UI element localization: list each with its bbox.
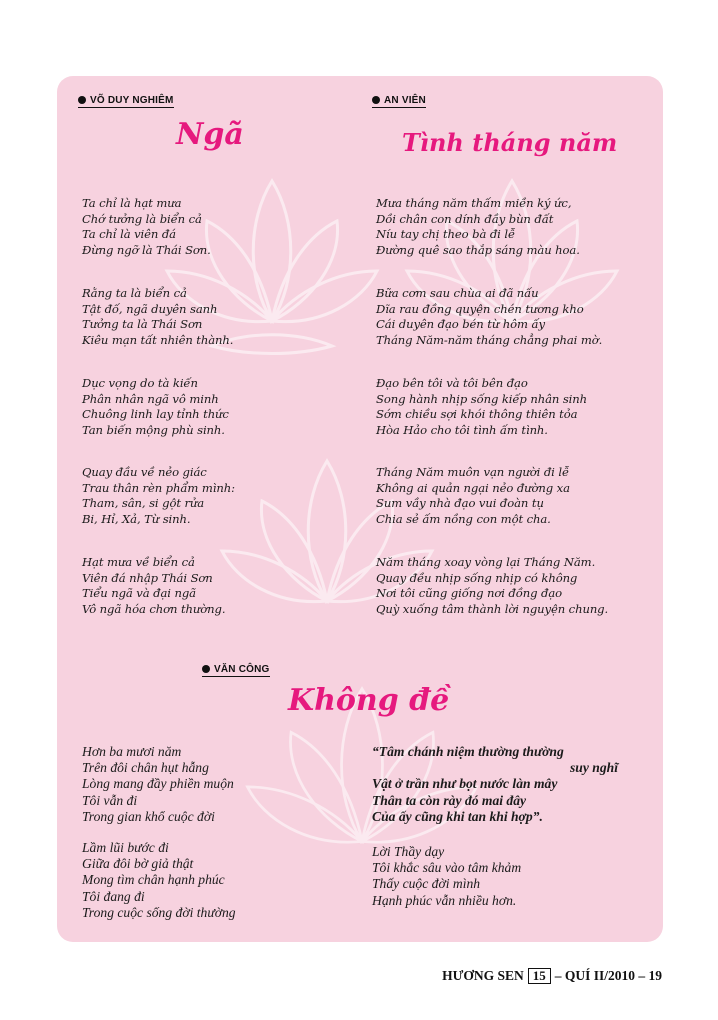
- poem3-left-stanza-1: [82, 744, 234, 825]
- verse-line: Chuông linh lay tỉnh thức: [82, 407, 229, 422]
- poem2-author-text: AN VIÊN: [384, 95, 426, 106]
- verse-line: Chớ tưởng là biển cả: [82, 211, 202, 226]
- verse-line: Quay đều nhịp sống nhịp có không: [376, 570, 578, 585]
- poem3-author: [202, 664, 270, 677]
- verse-line: Phân nhân ngã vô minh: [82, 391, 219, 406]
- verse-line: Mưa tháng năm thấm miền ký ức,: [376, 196, 572, 210]
- poem1-author-text: VÕ DUY NGHIÊM: [90, 95, 174, 106]
- lotus-watermark-right: [392, 151, 632, 391]
- poem1-stanza-3: [82, 376, 229, 439]
- issue-period: – QUÍ II/2010 – 19: [554, 968, 662, 983]
- poem2-stanza-1: [376, 196, 580, 259]
- verse-line: Lời Thầy dạy: [372, 844, 445, 859]
- verse-line: Quỳ xuống tâm thành lời nguyện chung.: [376, 602, 609, 617]
- verse-line: Hơn ba mươi năm: [82, 744, 182, 759]
- verse-line: Tan biến mộng phù sinh.: [82, 423, 225, 438]
- poem2-stanza-3: [376, 376, 587, 439]
- verse-line: Đường quê sao thắp sáng màu hoa.: [376, 243, 580, 258]
- verse-line: Ta chỉ là hạt mưa: [82, 196, 182, 210]
- verse-line: Tôi vẫn đi: [82, 792, 138, 808]
- verse-line: Tôi khắc sâu vào tâm khảm: [372, 860, 522, 876]
- verse-line: Kiêu mạn tất nhiên thành.: [82, 333, 234, 348]
- verse-line: Vô ngã hóa chơn thường.: [82, 602, 226, 617]
- verse-line: Mong tìm chân hạnh phúc: [82, 872, 225, 888]
- verse-line: Dồi chân con dính đầy bùn đất: [376, 211, 554, 226]
- poem1-stanza-2: [82, 286, 233, 349]
- poem1-author: [78, 95, 174, 108]
- verse-line: Viên đá nhập Thái Sơn: [82, 570, 213, 585]
- verse-line: Không ai quản ngại nẻo đường xa: [376, 480, 570, 495]
- verse-line: Tháng Năm muôn vạn người đi lễ: [376, 465, 570, 479]
- verse-line: Tháng Năm-năm tháng chẳng phai mờ.: [376, 333, 603, 348]
- verse-line: Trên đôi chân hụt hẫng: [82, 760, 209, 776]
- verse-line: Đạo bên tôi và tôi bên đạo: [376, 376, 528, 390]
- bullet-icon: [202, 665, 210, 673]
- verse-line: Hòa Hảo cho tôi tình ấm tình.: [376, 423, 548, 438]
- poem1-title: Ngã: [176, 117, 244, 152]
- verse-line: Ta chỉ là viên đá: [82, 227, 176, 242]
- verse-line: Chia sẻ ấm nồng con một cha.: [376, 512, 551, 527]
- verse-line: Tật đố, ngã duyên sanh: [82, 301, 218, 316]
- quote-line: “Tâm chánh niệm thường thường: [372, 744, 564, 759]
- verse-line: Nơi tôi cũng giống nơi đồng đạo: [376, 586, 563, 601]
- verse-line: Dĩa rau đồng quyện chén tương kho: [376, 301, 584, 316]
- poem3-right-stanza: [372, 844, 521, 909]
- verse-line: Tiểu ngã và đại ngã: [82, 586, 196, 601]
- verse-line: Tôi đang đi: [82, 888, 145, 904]
- poem2-author: [372, 95, 426, 108]
- verse-line: Song hành nhịp sống kiếp nhân sinh: [376, 391, 588, 406]
- verse-line: Níu tay chị theo bà đi lễ: [376, 227, 515, 242]
- bullet-icon: [78, 96, 86, 104]
- poem3-author-text: VĂN CÔNG: [214, 664, 270, 675]
- verse-line: Sớm chiều sợi khói thông thiên tỏa: [376, 407, 578, 422]
- lotus-watermark-middle: [187, 431, 467, 651]
- issue-number: 15: [528, 968, 551, 984]
- magazine-name: HƯƠNG SEN: [442, 968, 524, 983]
- poem2-title: Tình tháng năm: [402, 128, 618, 157]
- poem1-stanza-1: [82, 196, 211, 259]
- verse-line: Trong gian khổ cuộc đời: [82, 808, 215, 824]
- poem3-left-stanza-2: [82, 840, 236, 921]
- quote-line: Thân ta còn rày đó mai đây: [372, 792, 527, 808]
- poem2-stanza-2: [376, 286, 602, 349]
- quote-line: Của ấy cũng khi tan khi hợp”.: [372, 808, 543, 824]
- verse-line: Lòng mang đầy phiền muộn: [82, 776, 234, 792]
- verse-line: Thấy cuộc đời mình: [372, 876, 481, 892]
- verse-line: Đừng ngỡ là Thái Sơn.: [82, 243, 211, 258]
- verse-line: Lầm lũi bước đi: [82, 840, 169, 855]
- page-footer: [442, 968, 662, 984]
- verse-line: Hạnh phúc vẫn nhiều hơn.: [372, 892, 517, 908]
- verse-line: Tham, sân, si gột rửa: [82, 496, 205, 511]
- verse-line: Bữa cơm sau chùa ai đã nấu: [376, 286, 539, 300]
- poem1-stanza-5: [82, 555, 225, 618]
- poem2-stanza-5: [376, 555, 608, 618]
- lotus-watermark-top: [152, 151, 392, 391]
- quote-line: suy nghĩ: [570, 760, 618, 776]
- verse-line: Quay đầu về nẻo giác: [82, 465, 207, 479]
- poem3-quote: [372, 744, 618, 825]
- verse-line: Tưởng ta là Thái Sơn: [82, 317, 203, 332]
- verse-line: Rằng ta là biển cả: [82, 286, 187, 300]
- quote-line: Vật ở trần như bọt nước làn mây: [372, 776, 558, 792]
- verse-line: Sum vầy nhà đạo vui đoàn tụ: [376, 496, 544, 511]
- verse-line: Năm tháng xoay vòng lại Tháng Năm.: [376, 555, 596, 569]
- poem3-title: Không đề: [288, 683, 450, 718]
- verse-line: Hạt mưa về biển cả: [82, 555, 195, 569]
- verse-line: Cái duyên đạo bén từ hôm ấy: [376, 317, 545, 332]
- verse-line: Trau thân rèn phẩm mình:: [82, 480, 235, 495]
- verse-line: Trong cuộc sống đời thường: [82, 904, 236, 920]
- verse-line: Giữa đôi bờ giả thật: [82, 856, 194, 872]
- verse-line: Dục vọng do tà kiến: [82, 376, 198, 390]
- poem1-stanza-4: [82, 465, 235, 528]
- poem2-stanza-4: [376, 465, 570, 528]
- bullet-icon: [372, 96, 380, 104]
- verse-line: Bi, Hỉ, Xả, Từ sinh.: [82, 512, 191, 527]
